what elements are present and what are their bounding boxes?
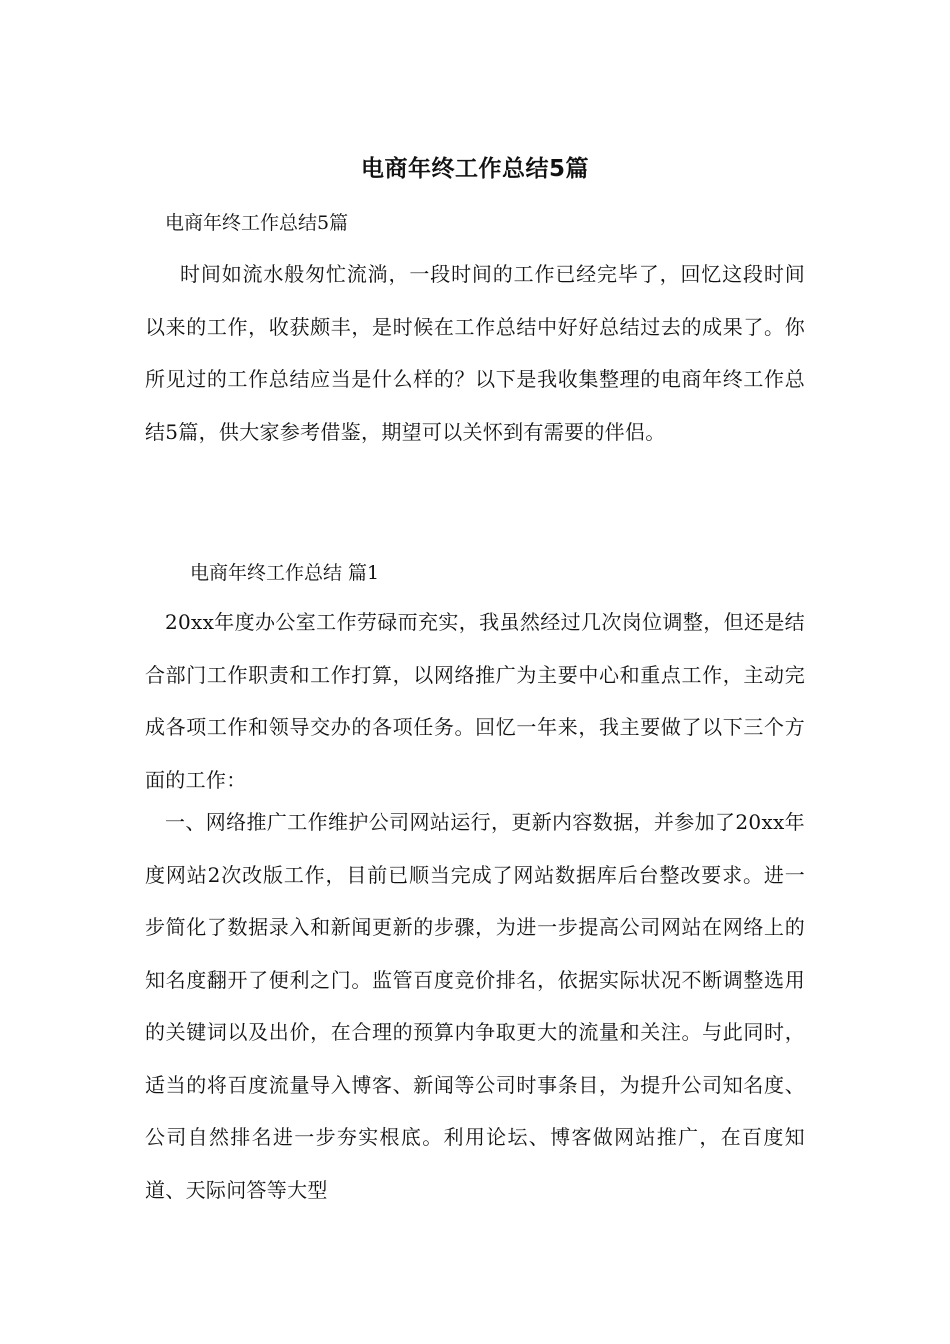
body-paragraph: 20xx年度办公室工作劳碌而充实，我虽然经过几次岗位调整，但还是结合部门工作职责和工作打算，以网络推广为主要中心和重点工作，主动完成各项工作和领导交办的各项任务。回忆一年来，我主要做了以下三个方面的工作： (145, 610, 805, 792)
document-subtitle: 电商年终工作总结5篇 (165, 212, 349, 234)
document-title: 电商年终工作总结5篇 (360, 156, 589, 182)
section-heading: 电商年终工作总结 篇1 (190, 562, 380, 584)
intro-paragraph: 时间如流水般匆忙流淌，一段时间的工作已经完毕了，回忆这段时间以来的工作，收获颇丰，是时候在工作总结中好好总结过去的成果了。你所见过的工作总结应当是什么样的？以下是我收集整理的电商年终工作总结5篇，供大家参考借鉴，期望可以关怀到有需要的伴侣。 (145, 262, 805, 444)
body-paragraph: 一、网络推广工作维护公司网站运行，更新内容数据，并参加了20xx年度网站2次改版工作，目前已顺当完成了网站数据库后台整改要求。进一步简化了数据录入和新闻更新的步骤，为进一步提高公司网站在网络上的知名度翻开了便利之门。监管百度竞价排名，依据实际状况不断调整选用的关键词以及出价，在合理的预算内争取更大的流量和关注。与此同时，适当的将百度流量导入博客、新闻等公司时事条目，为提升公司知名度、公司自然排名进一步夯实根底。利用论坛、博客做网站推广，在百度知道、天际问答等大型 (145, 810, 805, 1202)
